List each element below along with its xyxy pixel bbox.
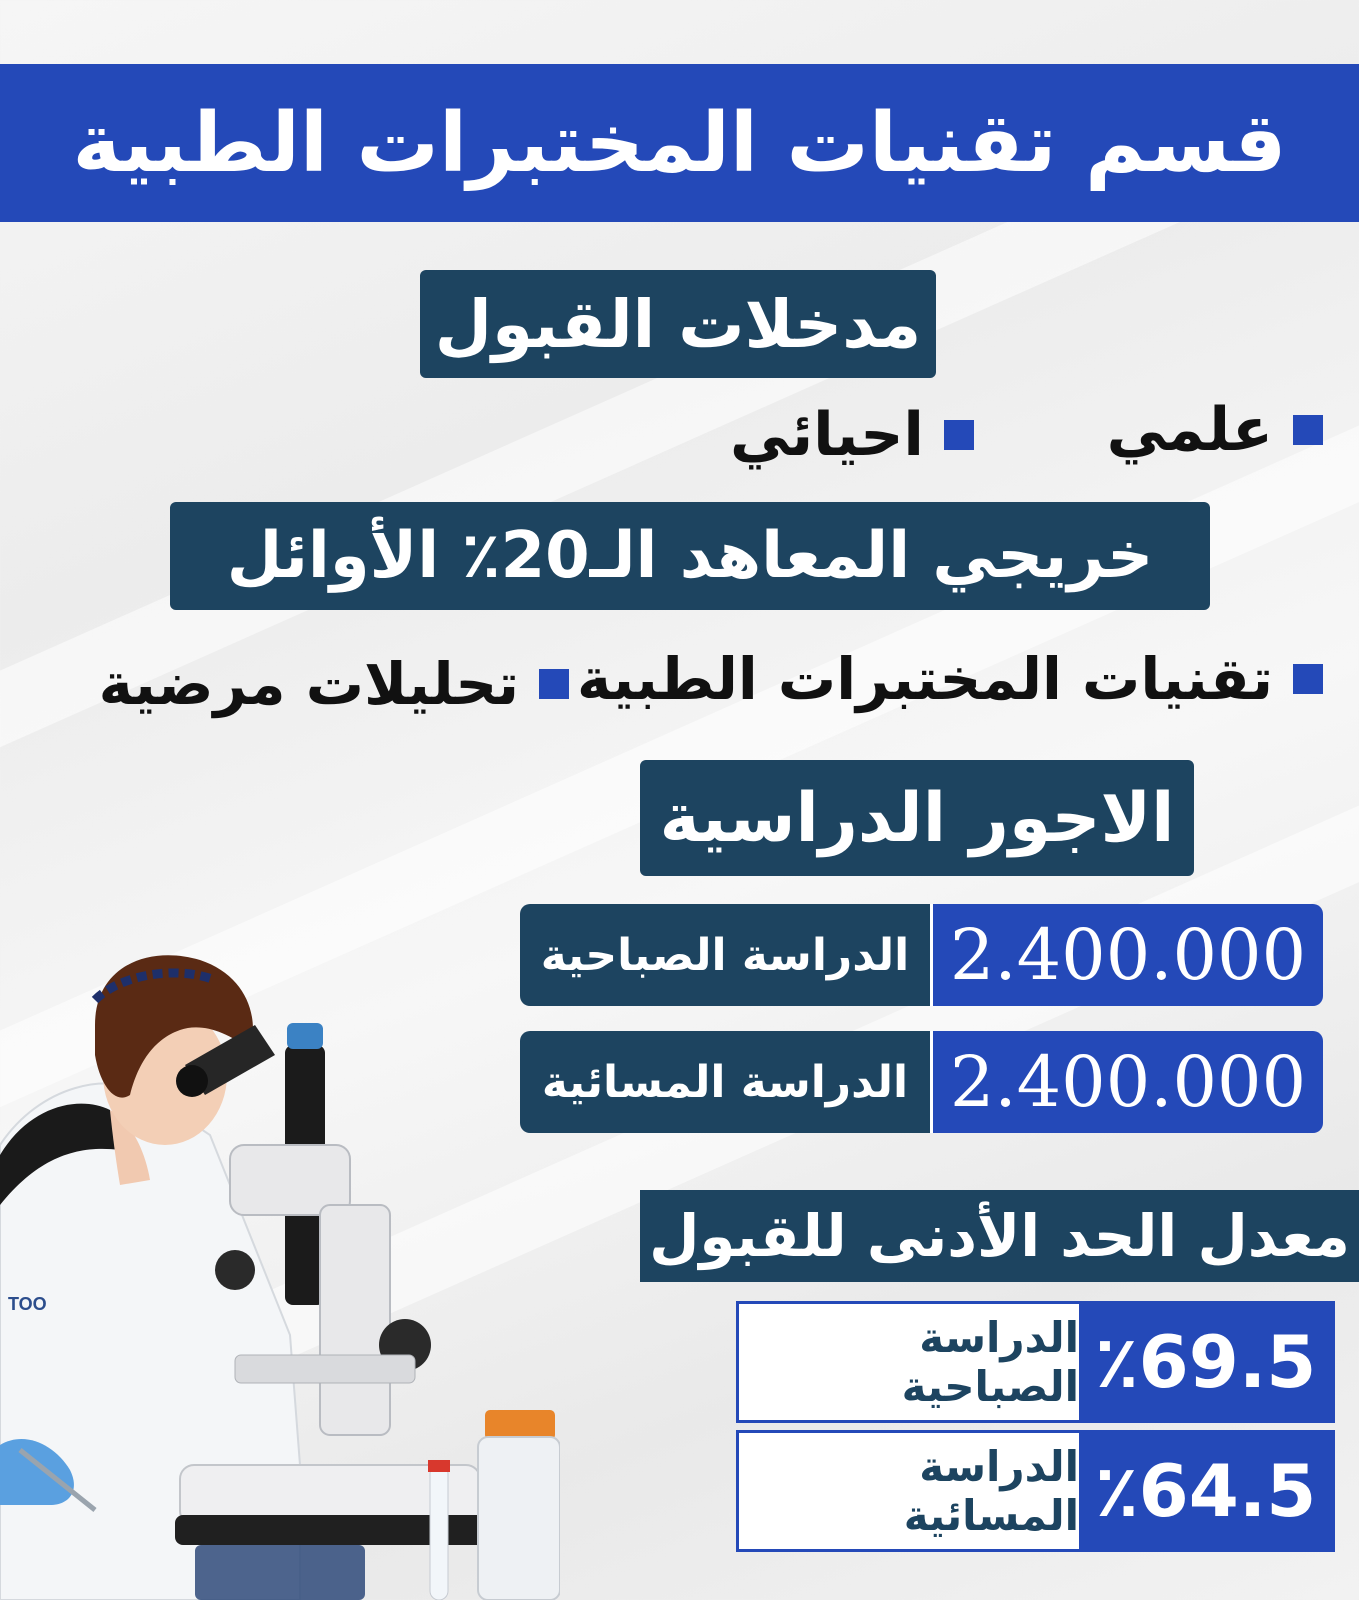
microscope-arm [320, 1205, 390, 1435]
petri-tray [195, 1545, 365, 1600]
test-tube-cap [428, 1460, 450, 1472]
coat-logo: TOO [8, 1294, 47, 1314]
graduates-heading [170, 502, 1210, 610]
fee-row [520, 904, 1323, 1006]
rate-label: الدراسة الصباحية [739, 1304, 1079, 1420]
eyepiece-lens [176, 1065, 208, 1097]
track-label: احيائي [729, 400, 924, 470]
fee-amount: 2.400.000 [933, 1031, 1323, 1133]
lab-technician-illustration [0, 905, 560, 1600]
rate-value: ٪64.5 [1079, 1433, 1332, 1549]
rate-value: ٪69.5 [1079, 1304, 1332, 1420]
track-item [730, 400, 974, 470]
microscope-stage [235, 1355, 415, 1383]
fee-row [520, 1031, 1323, 1133]
bullet-square-icon [539, 669, 569, 699]
fees-heading-text: الاجور الدراسية [659, 778, 1175, 858]
specialty-item [577, 645, 1323, 713]
test-tube [430, 1465, 448, 1600]
fee-label: الدراسة المسائية [520, 1031, 933, 1133]
track-label: علمي [1106, 395, 1273, 465]
bullet-square-icon [1293, 664, 1323, 694]
fees-heading [640, 760, 1194, 876]
specialty-label: تقنيات المختبرات الطبية [577, 645, 1273, 713]
fee-amount: 2.400.000 [933, 904, 1323, 1006]
track-item [1107, 395, 1323, 465]
admission-heading [420, 270, 936, 378]
specialty-item [99, 650, 569, 718]
page-title: قسم تقنيات المختبرات الطبية [72, 95, 1287, 191]
admission-heading-text: مدخلات القبول [434, 285, 922, 363]
bullet-square-icon [1293, 415, 1323, 445]
bottle-cap [485, 1410, 555, 1440]
fee-label: الدراسة الصباحية [520, 904, 933, 1006]
header-banner [0, 64, 1359, 222]
graduates-heading-text: خريجي المعاهد الـ20٪ الأوائل [226, 519, 1154, 593]
microscope-cap [287, 1023, 323, 1049]
min-rate-heading-text: معدل الحد الأدنى للقبول [649, 1202, 1350, 1270]
focus-knob-small [215, 1250, 255, 1290]
rate-label: الدراسة المسائية [739, 1433, 1079, 1549]
min-rate-heading [640, 1190, 1359, 1282]
rate-row [736, 1430, 1335, 1552]
rate-row [736, 1301, 1335, 1423]
specialty-label: تحليلات مرضية [98, 650, 519, 718]
bottle [478, 1437, 560, 1600]
bullet-square-icon [944, 420, 974, 450]
